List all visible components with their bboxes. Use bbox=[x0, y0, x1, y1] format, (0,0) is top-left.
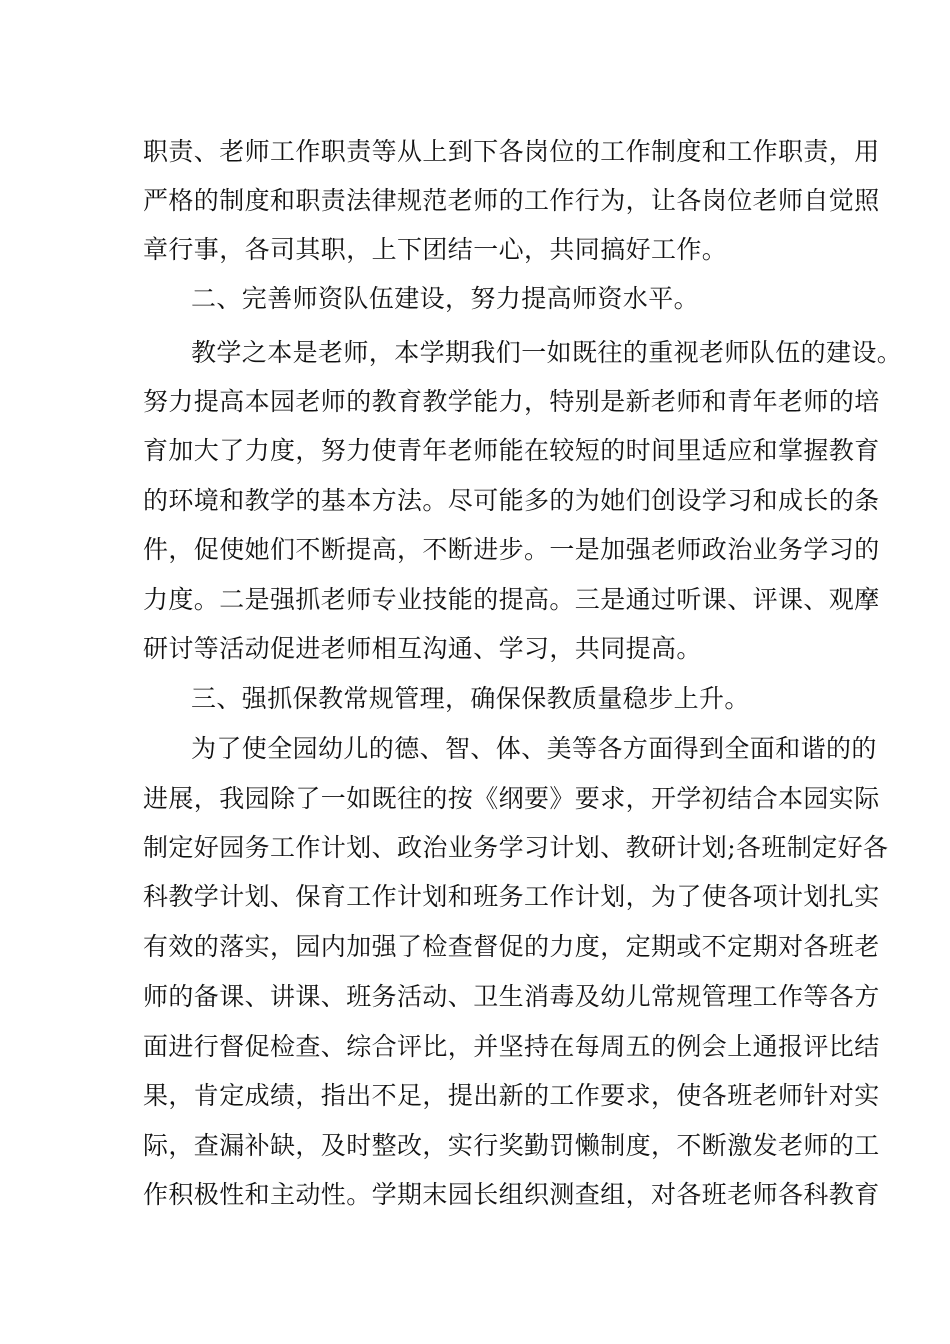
text-line: 研讨等活动促进老师相互沟通、学习，共同提高。 bbox=[143, 634, 702, 663]
text-line: 师的备课、讲课、班务活动、卫生消毒及幼儿常规管理工作等各方 bbox=[143, 982, 880, 1011]
text-line: 为了使全园幼儿的德、智、体、美等各方面得到全面和谐的的 bbox=[191, 734, 877, 763]
text-line: 力度。二是强抓老师专业技能的提高。三是通过听课、评课、观摩 bbox=[143, 585, 880, 614]
text-line: 面进行督促检查、综合评比，并坚持在每周五的例会上通报评比结 bbox=[143, 1032, 880, 1061]
text-line: 作积极性和主动性。学期末园长组织测查组，对各班老师各科教育 bbox=[143, 1180, 880, 1209]
text-line: 职责、老师工作职责等从上到下各岗位的工作制度和工作职责，用 bbox=[143, 137, 880, 166]
text-line: 有效的落实，园内加强了检查督促的力度，定期或不定期对各班老 bbox=[143, 932, 880, 961]
section-heading: 三、强抓保教常规管理，确保保教质量稳步上升。 bbox=[191, 684, 750, 713]
text-line: 制定好园务工作计划、政治业务学习计划、教研计划;各班制定好各 bbox=[143, 833, 889, 862]
text-line: 果，肯定成绩，指出不足，提出新的工作要求，使各班老师针对实 bbox=[143, 1081, 880, 1110]
text-line: 严格的制度和职责法律规范老师的工作行为，让各岗位老师自觉照 bbox=[143, 186, 880, 215]
text-line: 件，促使她们不断提高，不断进步。一是加强老师政治业务学习的 bbox=[143, 535, 880, 564]
section-heading: 二、完善师资队伍建设，努力提高师资水平。 bbox=[191, 284, 700, 313]
text-line: 努力提高本园老师的教育教学能力，特别是新老师和青年老师的培 bbox=[143, 387, 880, 416]
text-line: 育加大了力度，努力使青年老师能在较短的时间里适应和掌握教育 bbox=[143, 436, 880, 465]
text-line: 进展，我园除了一如既往的按《纲要》要求，开学初结合本园实际 bbox=[143, 784, 880, 813]
text-line: 科教学计划、保育工作计划和班务工作计划，为了使各项计划扎实 bbox=[143, 882, 880, 911]
text-line: 际，查漏补缺，及时整改，实行奖勤罚懒制度，不断激发老师的工 bbox=[143, 1131, 880, 1160]
text-line: 教学之本是老师，本学期我们一如既往的重视老师队伍的建设。 bbox=[191, 338, 903, 367]
text-line: 的环境和教学的基本方法。尽可能多的为她们创设学习和成长的条 bbox=[143, 486, 880, 515]
text-line: 章行事，各司其职，上下团结一心，共同搞好工作。 bbox=[143, 235, 728, 264]
